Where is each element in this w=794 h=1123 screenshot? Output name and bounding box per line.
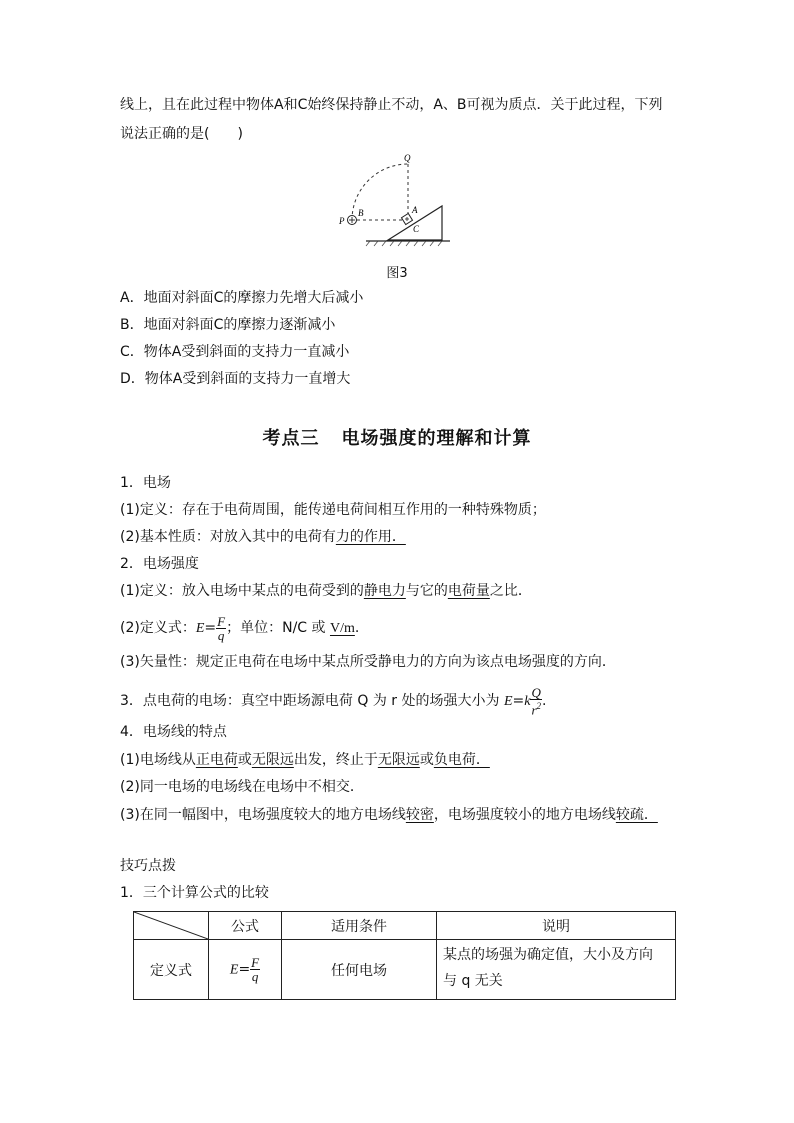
table-desc-line-2: 与 q 无关 bbox=[443, 973, 503, 989]
s2-formula bbox=[120, 614, 359, 643]
s2-formula-fraction bbox=[216, 615, 226, 642]
s2-formula-prefix: (2)定义式： bbox=[120, 620, 196, 636]
s3-formula-eq: = bbox=[512, 693, 525, 710]
s2-def-prefix: (1)定义：放入电场中某点的电荷受到的 bbox=[120, 583, 364, 599]
section-index: 考点三 bbox=[262, 428, 320, 449]
s4-l1-blank-2: 无限远 bbox=[251, 752, 294, 768]
tips-subtitle: 1．三个计算公式的比较 bbox=[120, 885, 269, 901]
s3-formula-suffix: . bbox=[542, 693, 547, 710]
diagonal-divider bbox=[134, 912, 208, 939]
option-a: A．地面对斜面C的摩擦力先增大后减小 bbox=[120, 290, 364, 306]
s2-definition bbox=[120, 581, 532, 601]
label-p: P bbox=[339, 216, 345, 226]
s2-title: 2．电场强度 bbox=[120, 556, 199, 572]
label-c: C bbox=[413, 224, 420, 234]
s4-l1-blank-1: 正电荷 bbox=[195, 752, 238, 768]
s4-l1-blank-4: 负电荷． bbox=[433, 752, 490, 768]
s4-l3-blank-2: 较疏． bbox=[615, 807, 658, 823]
s4-line-3 bbox=[120, 805, 658, 825]
s2-unit-prefix: ；单位：N/C 或 bbox=[226, 620, 330, 636]
s2-unit-suffix: . bbox=[354, 620, 360, 636]
tips-title: 技巧点拨 bbox=[120, 858, 176, 874]
table-header-formula: 公式 bbox=[209, 912, 282, 940]
table-header-description: 说明 bbox=[437, 912, 676, 940]
figure-caption: 图3 bbox=[386, 266, 408, 281]
table-formula-numerator: F bbox=[251, 955, 260, 970]
section-title: 电场强度的理解和计算 bbox=[341, 428, 532, 449]
table-corner-cell bbox=[134, 912, 209, 940]
s2-def-blank-1: 静电力 bbox=[363, 583, 406, 599]
formula-comparison-table bbox=[133, 911, 676, 1000]
table-row-formula bbox=[209, 940, 282, 1000]
question-text-line-1: 线上，且在此过程中物体A和C始终保持静止不动，A、B可视为质点．关于此过程，下列 bbox=[120, 97, 663, 113]
s4-l1-prefix: (1)电场线从 bbox=[120, 752, 196, 768]
s1-property bbox=[120, 527, 406, 547]
label-b: B bbox=[358, 208, 364, 218]
s4-line-2: (2)同一电场的电场线在电场中不相交． bbox=[120, 779, 364, 795]
table-formula-eq: = bbox=[238, 961, 251, 978]
s3-formula-k: k bbox=[524, 694, 531, 710]
s2-formula-numerator: F bbox=[217, 613, 226, 629]
s4-l3-blank-1: 较密 bbox=[405, 807, 434, 823]
table-formula-lhs: E bbox=[229, 962, 239, 978]
option-d: D．物体A受到斜面的支持力一直增大 bbox=[120, 371, 351, 387]
s4-l1-mid: 出发，终止于 bbox=[293, 752, 378, 768]
s3-formula-fraction bbox=[530, 686, 542, 716]
figure-3-diagram bbox=[330, 150, 460, 248]
question-text-line-2: 说法正确的是( ) bbox=[120, 126, 243, 142]
s3-formula-lhs: E bbox=[503, 694, 513, 710]
s4-l3-mid: ，电场强度较小的地方电场线 bbox=[433, 807, 616, 823]
label-a: A bbox=[412, 205, 418, 215]
s4-title: 4．电场线的特点 bbox=[120, 724, 227, 740]
s1-definition: (1)定义：存在于电荷周围，能传递电荷间相互作用的一种特殊物质； bbox=[120, 502, 546, 518]
s3-formula-exponent: 2 bbox=[536, 701, 542, 711]
table-row-description bbox=[437, 940, 676, 1000]
section-heading bbox=[0, 424, 794, 450]
option-b: B．地面对斜面C的摩擦力逐渐减小 bbox=[120, 317, 336, 333]
table-row-name: 定义式 bbox=[134, 940, 209, 1000]
table-header-condition: 适用条件 bbox=[282, 912, 437, 940]
s1-property-prefix: (2)基本性质：对放入其中的电荷有 bbox=[120, 529, 336, 545]
s2-formula-lhs: E bbox=[195, 621, 205, 636]
s2-def-suffix: 之比． bbox=[489, 583, 532, 599]
s3-formula-numerator: Q bbox=[531, 685, 541, 700]
s1-title: 1．电场 bbox=[120, 475, 171, 491]
table-formula-fraction bbox=[250, 956, 260, 983]
s4-l1-or-1: 或 bbox=[237, 752, 252, 768]
label-q: Q bbox=[404, 153, 411, 163]
s3-point-charge bbox=[120, 686, 546, 716]
table-header-row bbox=[134, 912, 676, 940]
option-c: C．物体A受到斜面的支持力一直减小 bbox=[120, 344, 350, 360]
s1-property-blank: 力的作用． bbox=[335, 529, 406, 545]
s4-line-1 bbox=[120, 750, 490, 770]
s3-formula-denominator bbox=[530, 699, 542, 716]
s3-formula-den-base: r bbox=[531, 702, 537, 718]
s2-def-mid: 与它的 bbox=[405, 583, 448, 599]
s4-l3-prefix: (3)在同一幅图中，电场强度较大的地方电场线 bbox=[120, 807, 406, 823]
s4-l1-or-2: 或 bbox=[419, 752, 434, 768]
s2-unit-blank: V/m bbox=[329, 621, 355, 636]
table-formula-denominator: q bbox=[251, 969, 259, 984]
s4-l1-blank-3: 无限远 bbox=[377, 752, 420, 768]
table-desc-line-1: 某点的场强为确定值，大小及方向 bbox=[443, 947, 653, 963]
table-row-condition: 任何电场 bbox=[282, 940, 437, 1000]
s3-text: 3．点电荷的电场：真空中距场源电荷 Q 为 r 处的场强大小为 bbox=[120, 693, 504, 710]
s2-def-blank-2: 电荷量 bbox=[447, 583, 490, 599]
table-row bbox=[134, 940, 676, 1000]
s2-vector: (3)矢量性：规定正电荷在电场中某点所受静电力的方向为该点电场强度的方向． bbox=[120, 654, 616, 670]
s2-formula-denominator: q bbox=[217, 627, 225, 643]
s2-formula-eq: = bbox=[204, 620, 217, 636]
